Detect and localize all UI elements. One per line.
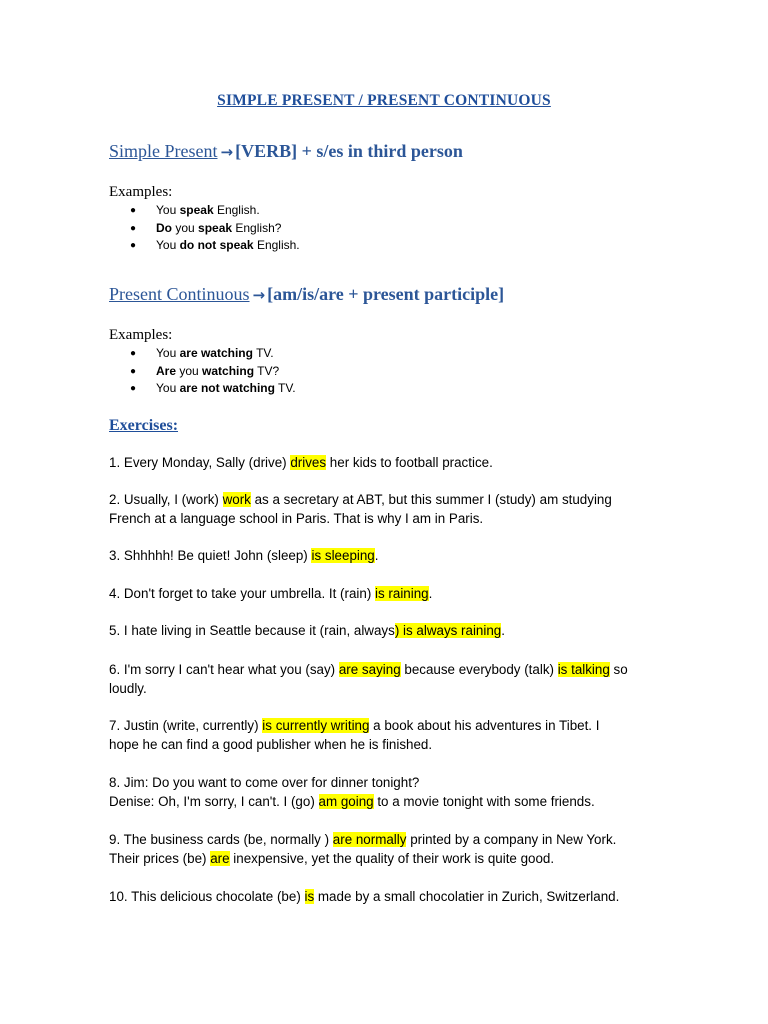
answer-highlight: are bbox=[210, 850, 230, 866]
answer-highlight: are saying bbox=[338, 662, 401, 677]
simple-present-formula: [VERB] + s/es in third person bbox=[235, 141, 463, 161]
exercise-2: 2. Usually, I (work) work as a secretary at ABT, but this summer I (study) am studying French at a language school in Paris. That is why I am in Paris. bbox=[109, 492, 612, 526]
list-item: ● You are not watching TV. bbox=[130, 380, 296, 398]
exercise-5: 5. I hate living in Seattle because it (rain, always) is always raining. bbox=[109, 623, 505, 638]
answer-highlight: ) is always raining bbox=[394, 623, 502, 638]
bullet-icon: ● bbox=[130, 365, 137, 377]
bullet-icon: ● bbox=[130, 348, 137, 359]
answer-highlight: is currently writing bbox=[262, 718, 370, 733]
list-item: ● You speak English. bbox=[130, 202, 300, 220]
simple-present-heading bbox=[109, 141, 463, 162]
answer-highlight: are normally bbox=[332, 832, 407, 847]
exercise-6: 6. I'm sorry I can't hear what you (say) are saying because everybody (talk) is talking so loudly. bbox=[109, 662, 628, 696]
list-item: ● You do not speak English. bbox=[130, 237, 300, 255]
answer-highlight: is sleeping bbox=[311, 548, 375, 563]
bullet-icon: ● bbox=[130, 240, 137, 251]
present-continuous-formula: [am/is/are + present participle] bbox=[267, 284, 505, 304]
exercise-8: 8. Jim: Do you want to come over for dinner tonight? Denise: Oh, I'm sorry, I can't. I (go) am going to a movie tonight with some friends. bbox=[109, 775, 595, 809]
present-continuous-heading bbox=[109, 284, 504, 305]
answer-highlight: drives bbox=[290, 455, 327, 470]
answer-highlight: am going bbox=[318, 793, 374, 809]
exercise-10: 10. This delicious chocolate (be) is made by a small chocolatier in Zurich, Switzerland. bbox=[109, 889, 620, 904]
page-title: SIMPLE PRESENT / PRESENT CONTINUOUS bbox=[217, 92, 551, 109]
exercises-heading: Exercises: bbox=[109, 417, 179, 434]
present-continuous-examples bbox=[130, 345, 296, 398]
exercise-7: 7. Justin (write, currently) is currently writing a book about his adventures in Tibet. I hope he can find a good publisher when he is finished. bbox=[109, 718, 600, 752]
simple-present-name: Simple Present bbox=[109, 141, 218, 161]
present-continuous-name: Present Continuous bbox=[109, 284, 250, 304]
answer-highlight: is raining bbox=[375, 586, 429, 601]
bullet-icon: ● bbox=[130, 383, 137, 394]
bullet-icon: ● bbox=[130, 205, 137, 216]
exercise-3: 3. Shhhhh! Be quiet! John (sleep) is sleeping. bbox=[109, 548, 379, 563]
answer-highlight: work bbox=[222, 492, 251, 507]
bullet-icon: ● bbox=[130, 222, 137, 234]
right-arrow-icon: → bbox=[220, 143, 234, 161]
exercise-9: 9. The business cards (be, normally ) are normally printed by a company in New York. Their prices (be) are inexpensive, yet the quality of their work is quite good. bbox=[109, 832, 617, 866]
examples-label: Examples: bbox=[109, 327, 173, 343]
list-item: ● Do you speak English? bbox=[130, 220, 300, 238]
exercise-1: 1. Every Monday, Sally (drive) drives her kids to football practice. bbox=[109, 455, 493, 470]
answer-highlight: is bbox=[304, 889, 315, 904]
right-arrow-icon: → bbox=[252, 286, 266, 304]
simple-present-examples bbox=[130, 202, 300, 255]
exercise-4: 4. Don't forget to take your umbrella. It (rain) is raining. bbox=[109, 586, 433, 601]
list-item: ● Are you watching TV? bbox=[130, 363, 296, 381]
examples-label: Examples: bbox=[109, 184, 173, 200]
list-item: ● You are watching TV. bbox=[130, 345, 296, 363]
answer-highlight: is talking bbox=[557, 662, 610, 677]
